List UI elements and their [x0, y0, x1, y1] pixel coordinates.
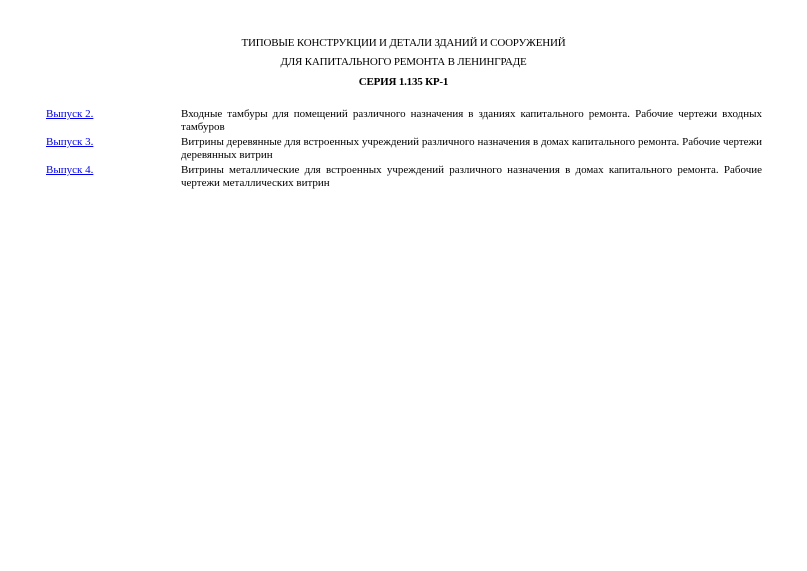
issue-link-4[interactable]: Выпуск 4.	[46, 164, 94, 176]
issue-link-3[interactable]: Выпуск 3.	[46, 136, 94, 148]
issue-description-3: Витрины деревянные для встроенных учреждений различного назначения в домах капитального ремонта. Рабочие чертежи деревянных витрин	[181, 136, 762, 161]
issue-description-4: Витрины металлические для встроенных учреждений различного назначения в домах капитального ремонта. Рабочие чертежи металлических витрин	[181, 164, 762, 189]
issue-entry-4	[46, 164, 762, 192]
document-title: ТИПОВЫЕ КОНСТРУКЦИИ И ДЕТАЛИ ЗДАНИЙ И СООРУЖЕНИЙ	[241, 37, 566, 49]
series-title: СЕРИЯ 1.135 КР-1	[358, 76, 449, 88]
issue-entry-3	[46, 136, 762, 164]
issue-entry-2	[46, 108, 762, 136]
issue-link-2[interactable]: Выпуск 2.	[46, 108, 94, 120]
document-subtitle: ДЛЯ КАПИТАЛЬНОГО РЕМОНТА В ЛЕНИНГРАДЕ	[280, 56, 527, 68]
issue-description-2: Входные тамбуры для помещений различного назначения в зданиях капитального ремонта. Рабочие чертежи входных тамбуров	[181, 108, 762, 133]
issue-list	[46, 108, 762, 192]
